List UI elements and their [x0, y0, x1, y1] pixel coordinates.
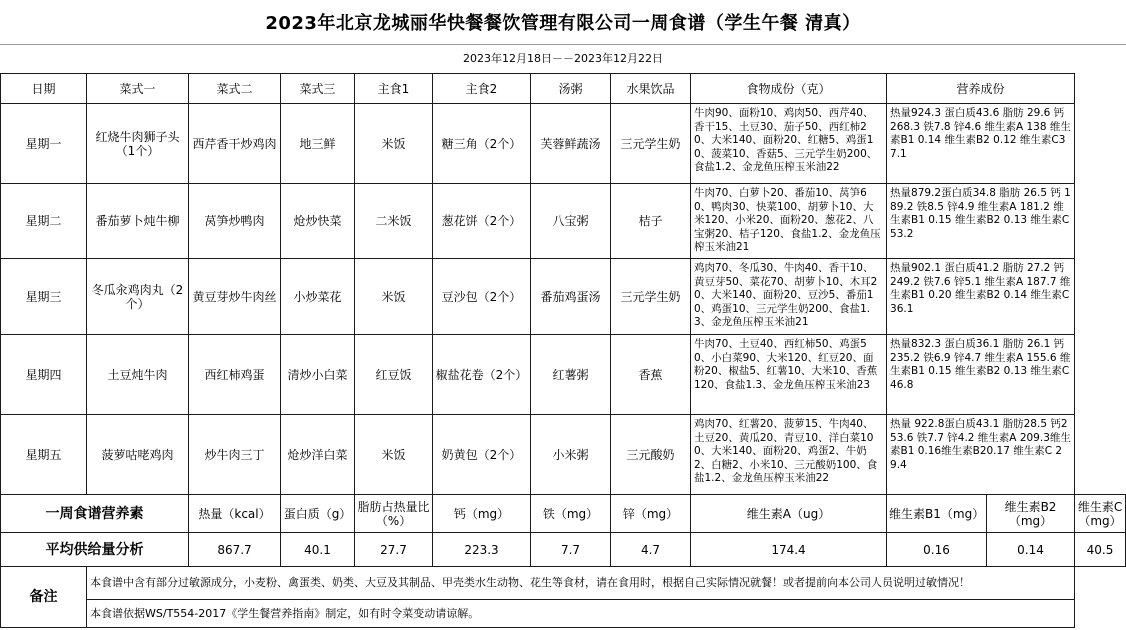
staple2-cell: 糖三角（2个） [433, 104, 531, 184]
header-cell: 菜式一 [87, 74, 189, 104]
date-range: 2023年12月18日－－2023年12月22日 [463, 52, 663, 65]
notes-line-2: 本食谱依据WS/T554-2017《学生餐营养指南》制定，如有时令菜变动请谅解。 [87, 600, 1075, 628]
staple2-cell: 豆沙包（2个） [433, 259, 531, 335]
nutrition-cell: 热量879.2蛋白质34.8 脂肪 26.5 钙 189.2 铁8.5 锌4.9 维生素A 181.2 维生素B1 0.15 维生素B2 0.13 维生素C53.2 [887, 184, 1075, 259]
nutrition-cell: 热量902.1 蛋白质41.2 脂肪 27.2 钙 249.2 铁7.6 锌5.1 维生素A 187.7 维生素B1 0.20 维生素B2 0.14 维生素C36.1 [887, 259, 1075, 335]
ingredients-cell: 鸡肉70、红薯20、菠萝15、牛肉40、土豆20、黄瓜20、青豆10、洋白菜100、大米140、面粉20、鸡蛋2、牛奶2、白糖2、小米10、三元酸奶100、食盐1.2、金龙鱼压榨玉米油22 [691, 415, 887, 495]
menu-table [0, 73, 1126, 628]
average-value-cell: 0.14 [987, 533, 1075, 567]
weekly-nutrient-header-row [1, 495, 1126, 533]
day-cell: 星期一 [1, 104, 87, 184]
soup-cell: 八宝粥 [531, 184, 611, 259]
ingredients-cell: 牛肉70、土豆40、西红柿50、鸡蛋50、小白菜90、大米120、红豆20、面粉20、椒盐5、红薯10、大米10、香蕉120、食盐1.3、金龙鱼压榨玉米油23 [691, 335, 887, 415]
dish2-cell: 西芹香干炒鸡肉 [189, 104, 281, 184]
day-row [1, 415, 1126, 495]
staple1-cell: 米饭 [355, 415, 433, 495]
header-cell: 水果饮品 [611, 74, 691, 104]
average-value-cell: 0.16 [887, 533, 987, 567]
page-title: 2023年北京龙城丽华快餐餐饮管理有限公司一周食谱（学生午餐 清真） [0, 0, 1126, 45]
average-value-cell: 4.7 [611, 533, 691, 567]
dish1-cell: 红烧牛肉狮子头（1个） [87, 104, 189, 184]
notes-label: 备注 [1, 567, 87, 628]
day-cell: 星期二 [1, 184, 87, 259]
fruit-cell: 三元学生奶 [611, 259, 691, 335]
notes-row [1, 600, 1126, 628]
header-cell: 主食1 [355, 74, 433, 104]
notes-line-1: 本食谱中含有部分过敏源成分，小麦粉、禽蛋类、奶类、大豆及其制品、甲壳类水生动物、花生等食材，请在食用时，根据自己实际情况就餐！或者提前向本公司人员说明过敏情况！ [87, 567, 1075, 600]
nutrient-header-cell: 维生素B1（mg） [887, 495, 987, 533]
fruit-cell: 桔子 [611, 184, 691, 259]
nutrient-header-cell: 热量（kcal） [189, 495, 281, 533]
header-cell: 食物成份（克） [691, 74, 887, 104]
soup-cell: 红薯粥 [531, 335, 611, 415]
nutrition-cell: 热量 922.8蛋白质43.1 脂肪28.5 钙253.6 铁7.7 锌4.2 维生素A 209.3维生素B1 0.16维生素B20.17 维生素C 29.4 [887, 415, 1075, 495]
dish2-cell: 西红柿鸡蛋 [189, 335, 281, 415]
average-value-cell: 27.7 [355, 533, 433, 567]
day-row [1, 104, 1126, 184]
dish1-cell: 冬瓜汆鸡肉丸（2个） [87, 259, 189, 335]
day-cell: 星期四 [1, 335, 87, 415]
fruit-cell: 香蕉 [611, 335, 691, 415]
staple2-cell: 葱花饼（2个） [433, 184, 531, 259]
nutrient-header-cell: 维生素C（mg） [1075, 495, 1126, 533]
day-row [1, 335, 1126, 415]
soup-cell: 小米粥 [531, 415, 611, 495]
day-cell: 星期三 [1, 259, 87, 335]
ingredients-cell: 鸡肉70、冬瓜30、牛肉40、香干10、黄豆芽50、菜花70、胡萝卜10、木耳20、大米140、面粉20、豆沙5、番茄10、鸡蛋10、三元学生奶200、食盐1.3、金龙鱼压榨玉米油21 [691, 259, 887, 335]
average-value-cell: 40.1 [281, 533, 355, 567]
fruit-cell: 三元酸奶 [611, 415, 691, 495]
dish1-cell: 番茄萝卜炖牛柳 [87, 184, 189, 259]
dish3-cell: 地三鲜 [281, 104, 355, 184]
nutrient-header-cell: 铁（mg） [531, 495, 611, 533]
average-value-cell: 223.3 [433, 533, 531, 567]
staple2-cell: 椒盐花卷（2个） [433, 335, 531, 415]
fruit-cell: 三元学生奶 [611, 104, 691, 184]
dish1-cell: 菠萝咕咾鸡肉 [87, 415, 189, 495]
average-supply-row [1, 533, 1126, 567]
average-value-cell: 40.5 [1075, 533, 1126, 567]
ingredients-cell: 牛肉90、面粉10、鸡肉50、西芹40、香干15、土豆30、茄子50、西红柿20、大米140、面粉20、红糖5、鸡蛋10、菠菜10、香菇5、三元学生奶200、食盐1.2、金龙鱼压榨玉米油22 [691, 104, 887, 184]
staple2-cell: 奶黄包（2个） [433, 415, 531, 495]
dish3-cell: 小炒菜花 [281, 259, 355, 335]
dish3-cell: 炝炒洋白菜 [281, 415, 355, 495]
day-cell: 星期五 [1, 415, 87, 495]
soup-cell: 芙蓉鲜蔬汤 [531, 104, 611, 184]
average-value-cell: 174.4 [691, 533, 887, 567]
header-cell: 营养成份 [887, 74, 1075, 104]
header-cell: 主食2 [433, 74, 531, 104]
staple1-cell: 米饭 [355, 259, 433, 335]
staple1-cell: 二米饭 [355, 184, 433, 259]
notes-row [1, 567, 1126, 600]
nutrient-header-cell: 维生素B2（mg） [987, 495, 1075, 533]
header-cell: 汤粥 [531, 74, 611, 104]
day-row [1, 184, 1126, 259]
average-value-cell: 867.7 [189, 533, 281, 567]
nutrient-header-cell: 维生素A（ug） [691, 495, 887, 533]
dish3-cell: 炝炒快菜 [281, 184, 355, 259]
soup-cell: 番茄鸡蛋汤 [531, 259, 611, 335]
dish3-cell: 清炒小白菜 [281, 335, 355, 415]
weekly-nutrient-label: 一周食谱营养素 [1, 495, 189, 533]
header-cell: 菜式三 [281, 74, 355, 104]
average-value-cell: 7.7 [531, 533, 611, 567]
nutrition-cell: 热量924.3 蛋白质43.6 脂肪 29.6 钙 268.3 铁7.8 锌4.6 维生素A 138 维生素B1 0.14 维生素B2 0.12 维生素C37.1 [887, 104, 1075, 184]
dish2-cell: 黄豆芽炒牛肉丝 [189, 259, 281, 335]
nutrient-header-cell: 钙（mg） [433, 495, 531, 533]
nutrient-header-cell: 锌（mg） [611, 495, 691, 533]
day-row [1, 259, 1126, 335]
header-cell: 菜式二 [189, 74, 281, 104]
dish1-cell: 土豆炖牛肉 [87, 335, 189, 415]
average-supply-label: 平均供给量分析 [1, 533, 189, 567]
staple1-cell: 红豆饭 [355, 335, 433, 415]
dish2-cell: 炒牛肉三丁 [189, 415, 281, 495]
nutrient-header-cell: 脂肪占热量比（%） [355, 495, 433, 533]
header-row [1, 74, 1126, 104]
ingredients-cell: 牛肉70、白萝卜20、番茄10、莴笋60、鸭肉30、快菜100、胡萝卜10、大米120、小米20、面粉20、葱花2、八宝粥20、桔子120、食盐1.2、金龙鱼压榨玉米油21 [691, 184, 887, 259]
nutrient-header-cell: 蛋白质（g） [281, 495, 355, 533]
dish2-cell: 莴笋炒鸭肉 [189, 184, 281, 259]
staple1-cell: 米饭 [355, 104, 433, 184]
nutrition-cell: 热量832.3 蛋白质36.1 脂肪 26.1 钙 235.2 铁6.9 锌4.7 维生素A 155.6 维生素B1 0.15 维生素B2 0.13 维生素C46.8 [887, 335, 1075, 415]
header-cell: 日期 [1, 74, 87, 104]
